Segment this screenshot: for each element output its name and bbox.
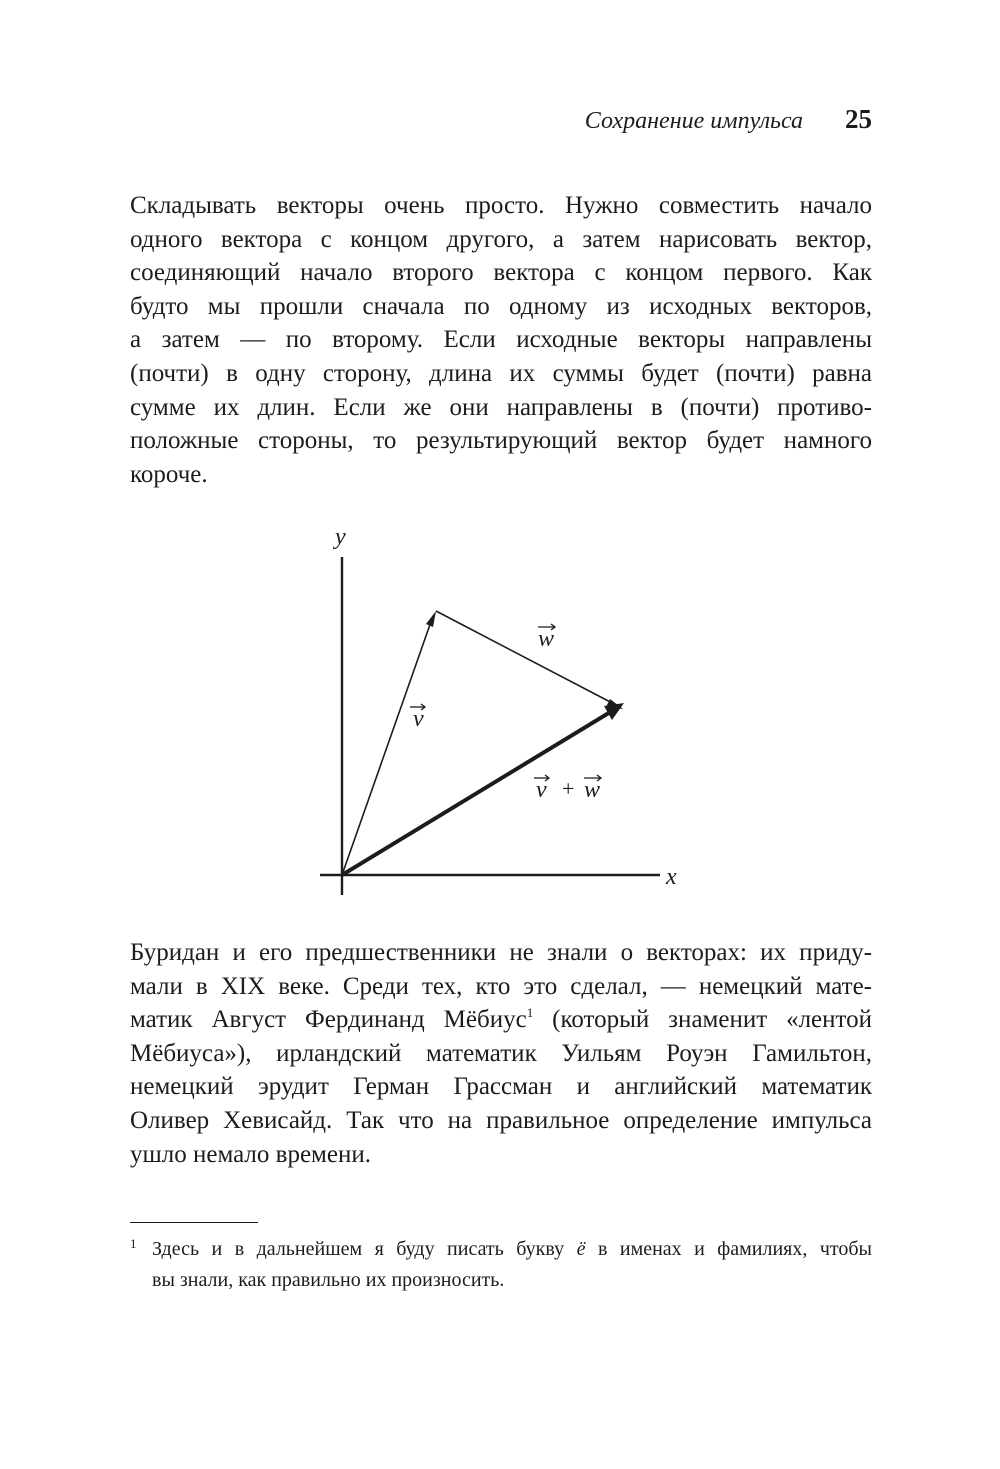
footnote <box>130 1234 872 1296</box>
text-line: Оливер Хевисайд. Так что на правильное определение импульса <box>130 1106 872 1134</box>
footnote-separator <box>130 1222 258 1223</box>
footnote-reference[interactable]: 1 <box>526 1005 534 1021</box>
vector-v-label: v <box>413 706 424 732</box>
text-line: Складывать векторы очень просто. Нужно совместить начало <box>130 192 872 219</box>
y-axis-label: y <box>335 524 346 550</box>
text-line: одного вектора с концом другого, а затем нарисовать вектор, <box>130 225 872 253</box>
text-line: (почти) в одну сторону, длина их суммы будет (почти) равна <box>130 359 872 387</box>
vector-v <box>342 616 433 875</box>
text-line: соединяющий начало второго вектора с концом первого. Как <box>130 259 872 287</box>
text-line: сумме их длин. Если же они направлены в (почти) противо- <box>130 393 872 421</box>
text-line <box>130 1003 872 1037</box>
text-line: немецкий эрудит Герман Грассман и английский математик <box>130 1073 872 1101</box>
text-line: положные стороны, то результирующий вектор будет намного <box>130 427 872 455</box>
text-line: Мёбиуса»), ирландский математик Уильям Роуэн Гамильтон, <box>130 1039 872 1067</box>
text-fragment: (который знаменит «лентой <box>533 1006 872 1034</box>
text-line: будто мы прошли сначала по одному из исходных векторов, <box>130 292 872 320</box>
vector-diagram <box>300 515 700 905</box>
vector-sum-figure <box>300 515 700 905</box>
letter-yo: ё <box>576 1238 586 1260</box>
text-line: а затем — по второму. Если исходные векторы направлены <box>130 326 872 354</box>
sum-plus-sign: + <box>562 776 575 801</box>
text-line: Буридан и его предшественники не знали о векторах: их приду- <box>130 939 872 966</box>
paragraph-vector-addition <box>130 189 872 491</box>
x-axis-label: x <box>666 864 677 890</box>
sum-label-v: v <box>536 777 547 803</box>
vector-w <box>436 611 616 705</box>
running-title: Сохранение импульса <box>584 108 803 134</box>
text-fragment: в именах и фамилиях, чтобы <box>585 1238 872 1260</box>
sum-label-w: w <box>584 777 601 803</box>
text-fragment: Здесь и в дальнейшем я буду писать букву <box>152 1238 577 1260</box>
text-line: ушло немало времени. <box>130 1140 371 1168</box>
text-fragment: матик Август Фердинанд Мёбиус <box>130 1006 527 1034</box>
paragraph-vector-history <box>130 936 872 1171</box>
page-number: 25 <box>845 104 872 134</box>
text-line: короче. <box>130 460 208 488</box>
vector-w-label: w <box>538 626 555 652</box>
footnote-line: вы знали, как правильно их произносить. <box>152 1269 505 1291</box>
running-header <box>0 104 872 144</box>
vector-v-arrowhead <box>426 611 436 627</box>
footnote-line: 1 Здесь и в дальнейшем я буду писать букву ё в именах и фамилиях, чтобы <box>130 1236 872 1260</box>
text-line: мали в XIX веке. Среди тех, кто это сделал, — немецкий мате- <box>130 972 872 1000</box>
